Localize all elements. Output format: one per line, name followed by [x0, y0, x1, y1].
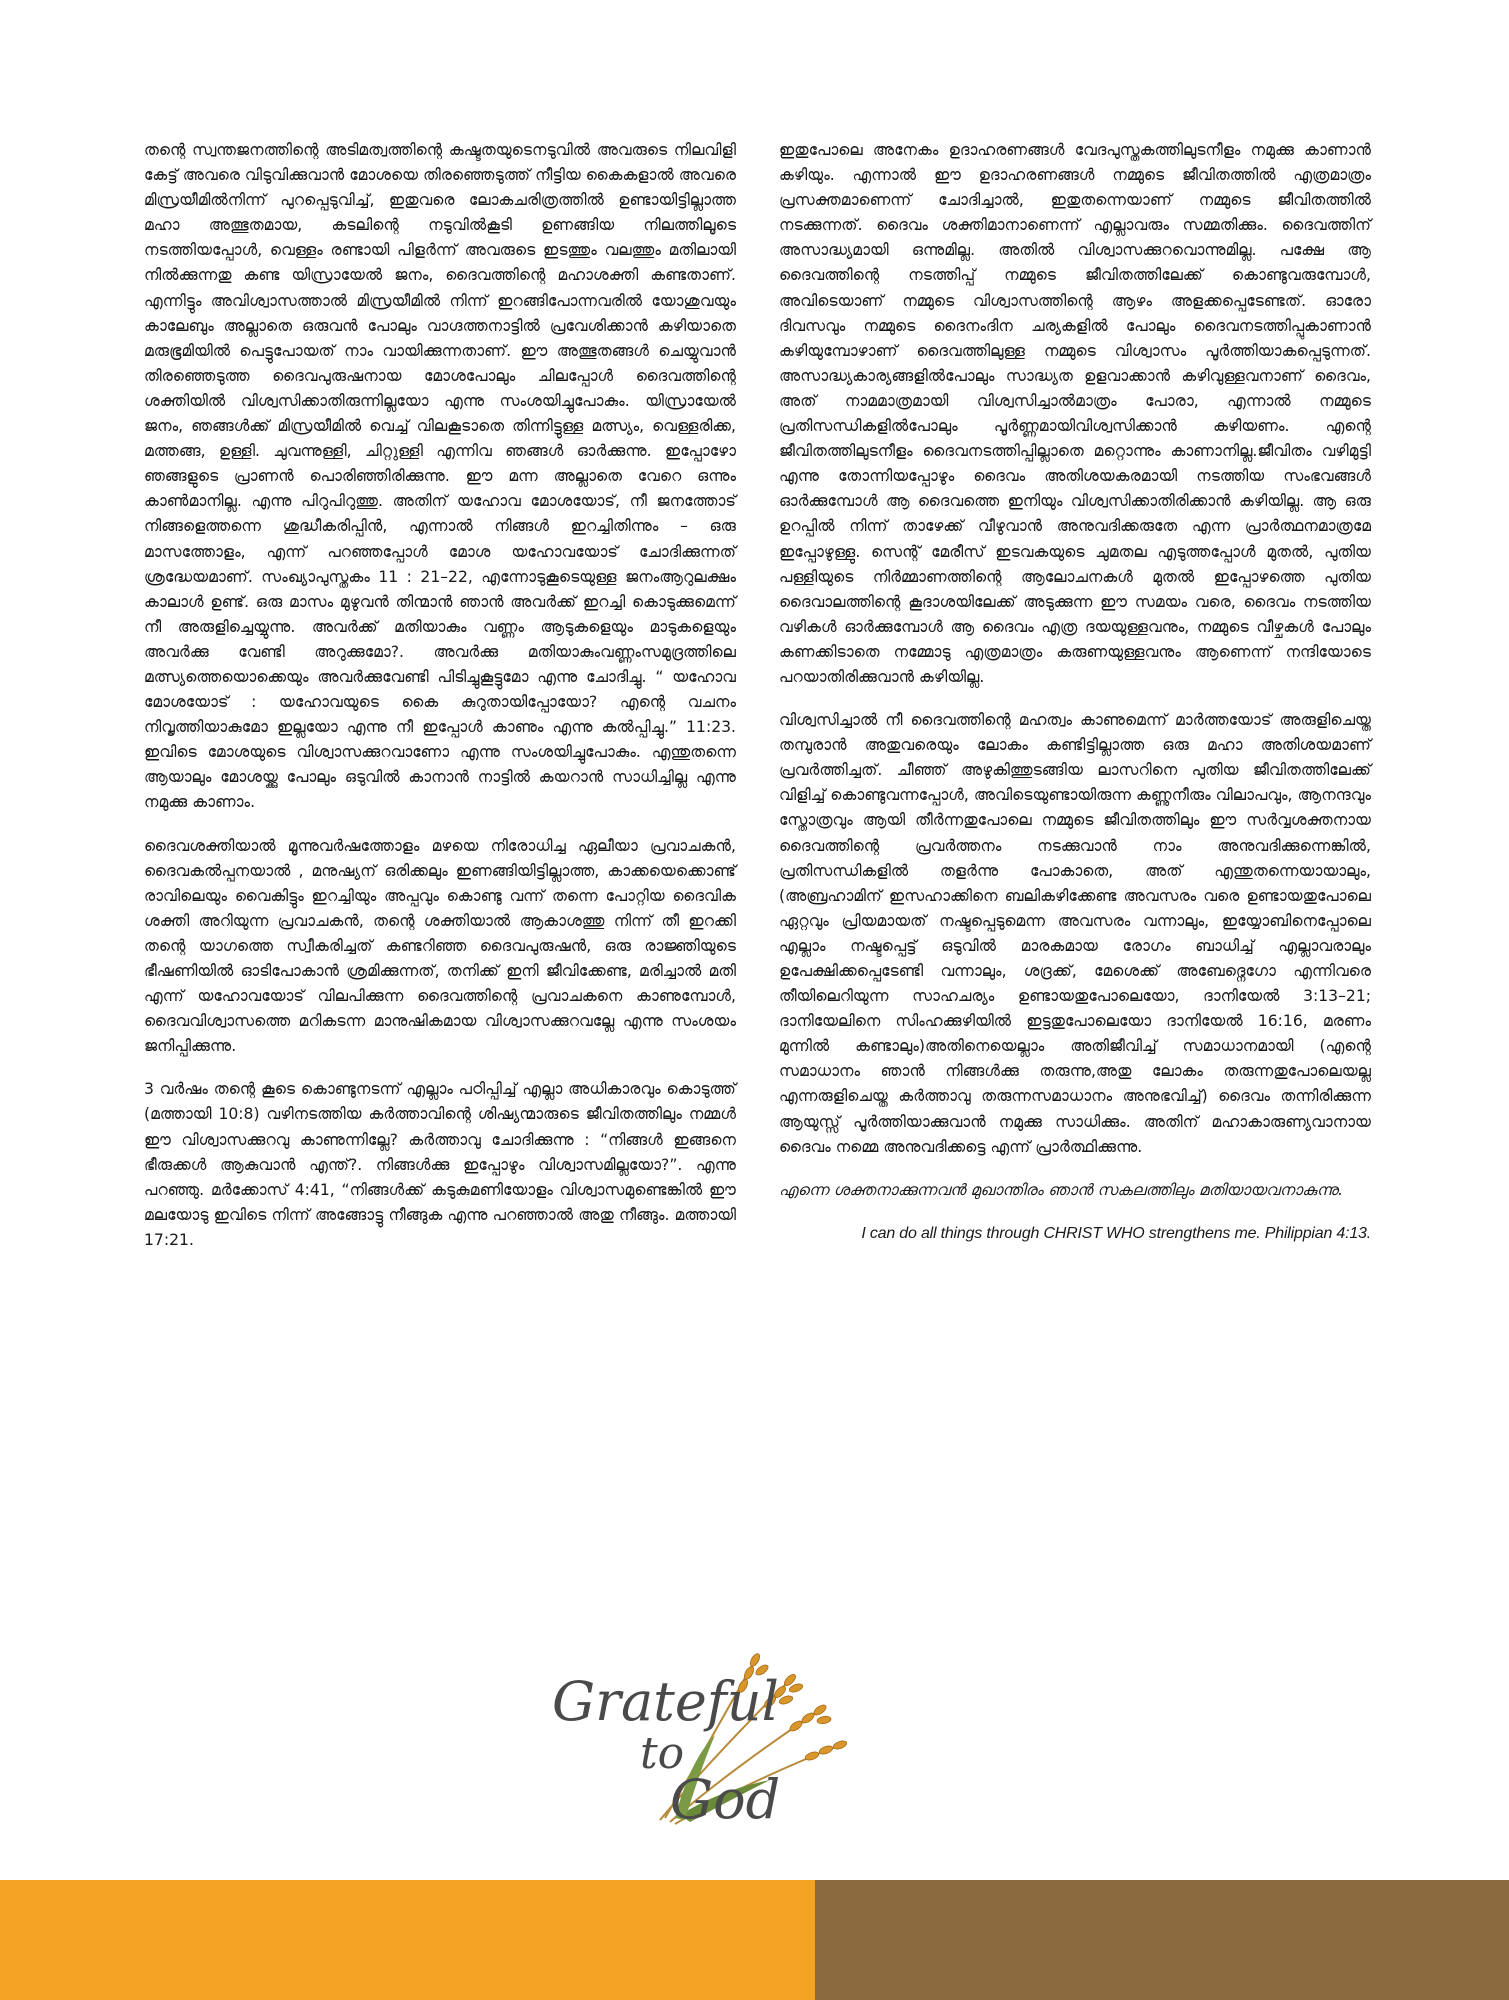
closing-quote-malayalam: എന്നെ ശക്തനാക്കുന്നവൻ മുഖാന്തിരം ഞാൻ സകലത്തിലും മതിയായവനാകുന്നു.: [779, 1180, 1343, 1199]
article-paragraph: ദൈവശക്തിയാൽ മൂന്നുവർഷത്തോളം മഴയെ നിരോധിച്ച ഏലീയാ പ്രവാചകൻ, ദൈവകൽപ്പനയാൽ , മനുഷ്യന് ഒരിക്കലും ഇണങ്ങിയിട്ടില്ലാത്ത, കാക്കയെക്കൊണ്ട് രാവിലെയും വൈകിട്ടും ഇറച്ചിയും അപ്പവും കൊണ്ടു വന്ന് തന്നെ പോറ്റിയ ദൈവിക ശക്തി അറിയുന്ന പ്രവാചകൻ, തന്റെ ശക്തിയാൽ ആകാശത്തു നിന്ന് തീ ഇറക്കി തന്റെ യാഗത്തെ സ്വീകരിച്ചത് കണ്ടറിഞ്ഞ ദൈവപുരുഷൻ, ഒരു രാജ്ഞിയുടെ ഭീഷണിയിൽ ഓടിപോകാൻ ശ്രമിക്കുന്നത്, തനിക്ക് ഇനി ജീവിക്കേണ്ട, മരിച്ചാൽ മതി എന്ന് യഹോവയോട് വിലപിക്കുന്ന ദൈവത്തിന്റെ പ്രവാചകനെ കാണുമ്പോൾ, ദൈവവിശ്വാസത്തെ മറികടന്ന മാനുഷികമായ വിശ്വാസക്കുറവല്ലേ എന്നു സംശയം ജനിപ്പിക്കുന്നു.: [144, 836, 736, 1056]
grateful-to-god-logo: [540, 1640, 860, 1830]
article-paragraph: തന്റെ സ്വന്തജനത്തിന്റെ അടിമത്വത്തിന്റെ കഷ്ടതയുടെനടുവിൽ അവരുടെ നിലവിളി കേട്ട് അവരെ വിടുവിക്കുവാൻ മോശയെ തിരഞ്ഞെടുത്ത് നീട്ടിയ കൈകളാൽ അവരെ മിസ്രയീമിൽനിന്ന് പുറപ്പെടുവിച്ച്, ഇതുവരെ ലോകചരിത്രത്തിൽ ഉണ്ടായിട്ടില്ലാത്ത മഹാ അത്ഭുതമായ, കടലിന്റെ നടുവിൽകൂടി ഉണങ്ങിയ നിലത്തിലൂടെ നടത്തിയപ്പോൾ, വെള്ളം രണ്ടായി പിളർന്ന് അവരുടെ ഇടത്തും വലത്തും മതിലായി നിൽക്കുന്നതു കണ്ട യിസ്രായേൽ ജനം, ദൈവത്തിന്റെ മഹാശക്തി കണ്ടതാണ്. എന്നിട്ടും അവിശ്വാസത്താൽ മിസ്രയീമിൽ നിന്ന് ഇറങ്ങിപോന്നവരിൽ യോശുവയും കാലേബും അല്ലാതെ ഒരുവൻ പോലും വാഗ്ദത്തനാട്ടിൽ പ്രവേശിക്കാൻ കഴിയാതെ മരുഭൂമിയിൽ പെട്ടുപോയത് നാം വായിക്കുന്നതാണ്. ഈ അത്ഭുതങ്ങൾ ചെയ്യുവാൻ തിരഞ്ഞെടുത്ത ദൈവപുരുഷനായ മോശപോലും ചിലപ്പോൾ ദൈവത്തിന്റെ ശക്തിയിൽ വിശ്വസിക്കാതിരുന്നില്ലയോ എന്നു സംശയിച്ചുപോകും. യിസ്രായേൽ ജനം, ഞങ്ങൾക്ക് മിസ്രയീമിൽ വെച്ച് വിലകൂടാതെ തിന്നിട്ടുള്ള മത്സ്യം, വെള്ളരിക്ക, മത്തങ്ങ, ഉള്ളി. ചുവന്നുള്ളി, ചിറ്റുള്ളി എന്നിവ ഞങ്ങൾ ഓർക്കുന്നു. ഇപ്പോഴോ ഞങ്ങളുടെ പ്രാണൻ പൊരിഞ്ഞിരിക്കുന്നു. ഈ മന്ന അല്ലാതെ വേറെ ഒന്നും കാൺമാനില്ല. എന്നു പിറുപിറുത്തു. അതിന് യഹോവ മോശയോട്, നീ ജനത്തോട് നിങ്ങളെത്തന്നെ ശുദ്ധീകരിപ്പിൻ, എന്നാൽ നിങ്ങൾ ഇറച്ചിതിന്നും – ഒരു മാസത്തോളം, എന്ന് പറഞ്ഞപ്പോൾ മോശ യഹോവയോട് ചോദിക്കുന്നത് ശ്രദ്ധേയമാണ്. സംഖ്യാപുസ്തകം 11 : 21–22, എന്നോടുകൂടെയുള്ള ജനംആറുലക്ഷം കാലാൾ ഉണ്ട്. ഒരു മാസം മുഴുവൻ തിന്മാൻ ഞാൻ അവർക്ക് ഇറച്ചി കൊടുക്കുമെന്ന് നീ അരുളിച്ചെയ്യുന്നു. അവർക്ക് മതിയാകും വണ്ണം ആടുകളെയും മാടുകളെയും അവർക്കു വേണ്ടി അറുക്കുമോ?. അവർക്കു മതിയാകുംവണ്ണംസമുദ്രത്തിലെ മത്സ്യത്തെയൊക്കെയും അവർക്കുവേണ്ടി പിടിച്ചുകൂട്ടുമോ എന്നു ചോദിച്ചു. “ യഹോവ മോശയോട് : യഹോവയുടെ കൈ കുറുതായിപ്പോയോ? എന്റെ വചനം നിവൃത്തിയാകുമോ ഇല്ലയോ എന്നു നീ ഇപ്പോൾ കാണും എന്നു കൽപ്പിച്ചു.” 11:23. ഇവിടെ മോശയുടെ വിശ്വാസക്കുറവാണോ എന്നു സംശയിച്ചുപോകും. എന്തുതന്നെ ആയാലും മോശയ്ക്കു പോലും ഒടുവിൽ കാനാൻ നാട്ടിൽ കയറാൻ സാധിച്ചില്ല എന്നു നമുക്കു കാണാം.: [144, 141, 736, 812]
logo-word-grateful: Grateful: [552, 1670, 779, 1733]
footer-bar-brown: [815, 1880, 1509, 2000]
article-paragraph: വിശ്വസിച്ചാൽ നീ ദൈവത്തിന്റെ മഹത്വം കാണുമെന്ന് മാർത്തയോട് അരുളിചെയ്ത തമ്പുരാൻ അതുവരെയും ലോകം കണ്ടിട്ടില്ലാത്ത ഒരു മഹാ അതിശയമാണ് പ്രവർത്തിച്ചത്. ചീഞ്ഞ് അഴുകിത്തുടങ്ങിയ ലാസറിനെ പുതിയ ജീവിതത്തിലേക്ക് വിളിച്ച് കൊണ്ടുവന്നപ്പോൾ, അവിടെയുണ്ടായിരുന്ന കണ്ണുനീരും വിലാപവും, ആനന്ദവും സ്തോത്രവും ആയി തീർന്നതുപോലെ നമ്മുടെ ജീവിതത്തിലും ഈ സർവ്വശക്തനായ ദൈവത്തിന്റെ പ്രവർത്തനം നടക്കുവാൻ നാം അനുവദിക്കുന്നെങ്കിൽ, പ്രതിസന്ധികളിൽ തളർന്നു പോകാതെ, അത് എന്തുതന്നെയായാലും, (അബ്രഹാമിന് ഇസഹാക്കിനെ ബലികഴിക്കേണ്ട അവസരം വരെ ഉണ്ടായതുപോലെ ഏറ്റവും പ്രിയമായത് നഷ്ടപ്പെടുമെന്ന അവസരം വന്നാലും, ഇയ്യോബിനെപ്പോലെ എല്ലാം നഷ്ടപ്പെട്ട് ഒടുവിൽ മാരകമായ രോഗം ബാധിച്ച് എല്ലാവരാലും ഉപേക്ഷിക്കപ്പെടേണ്ടി വന്നാലും, ശദ്രക്ക്, മേശെക്ക് അബേദ്നെഗോ എന്നിവരെ തീയിലെറിയുന്ന സാഹചര്യം ഉണ്ടായതുപോലെയോ, ദാനിയേൽ 3:13–21; ദാനിയേലിനെ സിംഹക്കുഴിയിൽ ഇട്ടതുപോലെയോ ദാനിയേൽ 16:16, മരണം മുന്നിൽ കണ്ടാലും)അതിനെയെല്ലാം അതിജീവിച്ച് സമാധാനമായി (എന്റെ സമാധാനം ഞാൻ നിങ്ങൾക്കു തരുന്നു,അതു ലോകം തരുന്നതുപോലെയല്ല എന്നരുളിചെയ്ത കർത്താവു തരുന്നസമാധാനം അനുഭവിച്ച്) ദൈവം തന്നിരിക്കുന്ന ആയുസ്സ് പൂർത്തിയാക്കുവാൻ നമുക്കു സാധിക്കും. അതിന് മഹാകാരുണ്യവാനായ ദൈവം നമ്മെ അനുവദിക്കട്ടെ എന്ന് പ്രാർത്ഥിക്കുന്നു.: [779, 711, 1371, 1156]
logo-word-god: God: [670, 1768, 781, 1830]
article-paragraph: ഇതുപോലെ അനേകം ഉദാഹരണങ്ങൾ വേദപുസ്തകത്തിലുടനീളം നമുക്കു കാണാൻ കഴിയും. എന്നാൽ ഈ ഉദാഹരണങ്ങൾ നമ്മുടെ ജീവിതത്തിൽ എത്രമാത്രം പ്രസക്തമാണെന്ന് ചോദിച്ചാൽ, ഇതുതന്നെയാണ് നമ്മുടെ ജീവിതത്തിൽ നടക്കുന്നത്. ദൈവം ശക്തിമാനാണെന്ന് എല്ലാവരും സമ്മതിക്കും. ദൈവത്തിന് അസാദ്ധ്യമായി ഒന്നുമില്ല. അതിൽ വിശ്വാസക്കുറവൊന്നുമില്ല. പക്ഷേ ആ ദൈവത്തിന്റെ നടത്തിപ്പ് നമ്മുടെ ജീവിതത്തിലേക്ക് കൊണ്ടുവരുമ്പോൾ, അവിടെയാണ് നമ്മുടെ വിശ്വാസത്തിന്റെ ആഴം അളക്കപ്പെടേണ്ടത്. ഓരോ ദിവസവും നമ്മുടെ ദൈനംദിന ചര്യകളിൽ പോലും ദൈവനടത്തിപ്പുകാണാൻ കഴിയുമ്പോഴാണ് ദൈവത്തിലുള്ള നമ്മുടെ വിശ്വാസം പൂർത്തിയാകപ്പെടുന്നത്. അസാദ്ധ്യകാര്യങ്ങളിൽപോലും സാദ്ധ്യത ഉളവാക്കാൻ കഴിവുള്ളവനാണ് ദൈവം, അത് നാമമാത്രമായി വിശ്വസിച്ചാൽമാത്രം പോരാ, എന്നാൽ നമ്മുടെ പ്രതിസന്ധികളിൽപോലും പൂർണ്ണമായിവിശ്വസിക്കാൻ കഴിയണം. എന്റെ ജീവിതത്തിലുടനീളം ദൈവനടത്തിപ്പില്ലാതെ മറ്റൊന്നും കാണാനില്ല.ജീവിതം വഴിമുട്ടി എന്നു തോന്നിയപ്പോഴും ദൈവം അതിശയകരമായി നടത്തിയ സംഭവങ്ങൾ ഓർക്കുമ്പോൾ ആ ദൈവത്തെ ഇനിയും വിശ്വസിക്കാതിരിക്കാൻ കഴിയില്ല. ആ ഒരു ഉറപ്പിൽ നിന്ന് താഴേക്ക് വീഴുവാൻ അനുവദിക്കരുതേ എന്ന പ്രാർത്ഥനമാത്രമേ ഇപ്പോഴുള്ളു. സെന്റ് മേരീസ് ഇടവകയുടെ ചുമതല എടുത്തപ്പോൾ മുതൽ, പുതിയ പള്ളിയുടെ നിർമ്മാണത്തിന്റെ ആലോചനകൾ മുതൽ ഇപ്പോഴത്തെ പുതിയ ദൈവാലത്തിന്റെ കൂദാശയിലേക്ക് അടുക്കുന്ന ഈ സമയം വരെ, ദൈവം നടത്തിയ വഴികൾ ഓർക്കുമ്പോൾ ആ ദൈവം എത്ര ദയയുള്ളവനും, നമ്മുടെ വീഴ്ചകൾ പോലും കണക്കിടാതെ നമ്മോടു എത്രമാത്രം കരുണയുള്ളവനും ആണെന്ന് നന്ദിയോടെ പറയാതിരിക്കുവാൻ കഴിയില്ല.: [779, 141, 1371, 686]
footer-bar-orange: [0, 1880, 815, 2000]
article-column-left: [144, 138, 736, 1271]
closing-quote-english: I can do all things through CHRIST WHO strengthens me. Philippian 4:13.: [861, 1224, 1371, 1242]
wheat-sheaf-icon: [540, 1640, 860, 1830]
logo-word-to: to: [640, 1728, 685, 1779]
footer-bar: [0, 1880, 1509, 2000]
article-paragraph: 3 വർഷം തന്റെ കൂടെ കൊണ്ടുനടന്ന് എല്ലാം പഠിപ്പിച്ച് എല്ലാ അധികാരവും കൊടുത്ത് (മത്തായി 10:8) വഴിനടത്തിയ കർത്താവിന്റെ ശിഷ്യന്മാരുടെ ജീവിതത്തിലും നമ്മൾ ഈ വിശ്വാസക്കുറവു കാണുന്നില്ലേ? കർത്താവു ചോദിക്കുന്നു : “നിങ്ങൾ ഇങ്ങനെ ഭീരുക്കൾ ആകുവാൻ എന്ത്?. നിങ്ങൾക്കു ഇപ്പോഴും വിശ്വാസമില്ലയോ?”. എന്നു പറഞ്ഞു. മർക്കോസ് 4:41, “നിങ്ങൾക്ക് കടുകുമണിയോളം വിശ്വാസമുണ്ടെങ്കിൽ ഈ മലയോടു ഇവിടെ നിന്ന് അങ്ങോട്ടു നീങ്ങുക എന്നു പറഞ്ഞാൽ അതു നീങ്ങും. മത്തായി 17:21.: [144, 1080, 736, 1249]
article-column-right: [779, 138, 1371, 1264]
